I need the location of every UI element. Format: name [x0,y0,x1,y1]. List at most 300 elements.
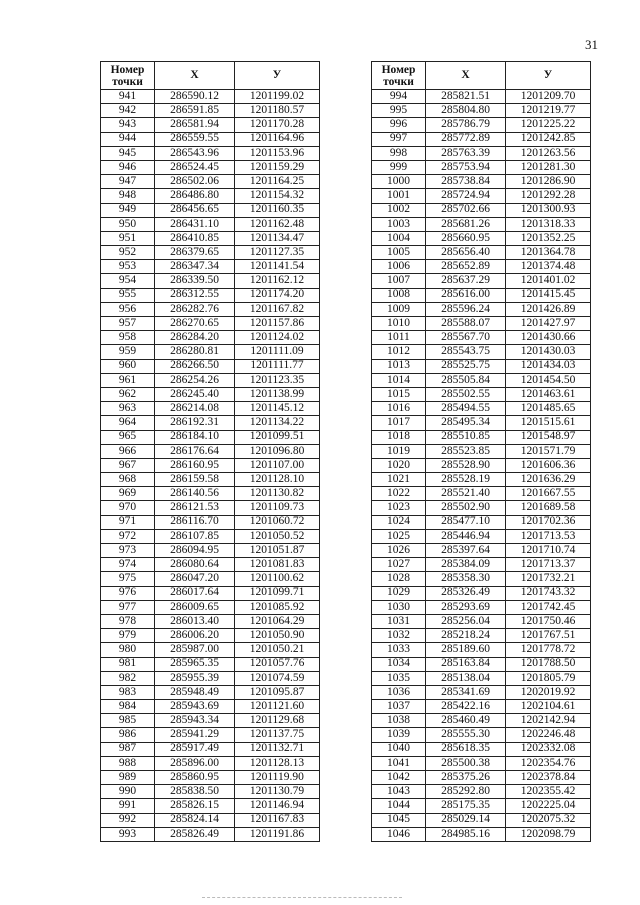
y-coordinate-cell: 1201219.77 [506,104,591,118]
bottom-divider [202,897,402,898]
point-number-cell: 1016 [372,402,426,416]
table-row [372,160,591,174]
header-row [372,62,591,90]
y-coordinate-cell: 1202104.61 [506,700,591,714]
point-number-cell: 982 [101,671,155,685]
x-coordinate-cell: 286591.85 [155,104,235,118]
y-coordinate-cell: 1202142.94 [506,714,591,728]
y-coordinate-cell: 1201430.66 [506,331,591,345]
y-coordinate-cell: 1201154.32 [235,189,320,203]
point-number-cell: 976 [101,586,155,600]
point-number-cell: 1003 [372,217,426,231]
point-number-cell: 1005 [372,246,426,260]
x-coordinate-cell: 285965.35 [155,657,235,671]
y-coordinate-cell: 1201710.74 [506,544,591,558]
table-row [101,387,320,401]
point-number-cell: 975 [101,572,155,586]
table-row [372,714,591,728]
table-row [101,231,320,245]
table-row [101,473,320,487]
x-coordinate-cell: 285523.85 [426,444,506,458]
x-coordinate-cell: 286080.64 [155,558,235,572]
x-coordinate-cell: 286160.95 [155,458,235,472]
table-row [372,544,591,558]
x-coordinate-cell: 285341.69 [426,685,506,699]
y-coordinate-cell: 1201548.97 [506,430,591,444]
point-number-cell: 961 [101,373,155,387]
y-coordinate-cell: 1201689.58 [506,501,591,515]
table-row [101,586,320,600]
point-number-cell: 1029 [372,586,426,600]
y-coordinate-cell: 1201767.51 [506,629,591,643]
header-number-line1: Номер [381,63,416,76]
x-coordinate-cell: 286410.85 [155,231,235,245]
point-number-cell: 1004 [372,231,426,245]
x-coordinate-cell: 286107.85 [155,529,235,543]
table-row [101,487,320,501]
table-row [372,558,591,572]
y-coordinate-cell: 1201434.03 [506,359,591,373]
x-coordinate-cell: 286184.10 [155,430,235,444]
point-number-cell: 1044 [372,799,426,813]
point-number-cell: 1039 [372,728,426,742]
y-coordinate-cell: 1201127.35 [235,246,320,260]
table-row [101,189,320,203]
x-coordinate-cell: 285772.89 [426,132,506,146]
table-row [372,700,591,714]
x-coordinate-cell: 286121.53 [155,501,235,515]
x-coordinate-cell: 285826.49 [155,827,235,841]
point-number-cell: 1006 [372,260,426,274]
header-y: У [235,62,320,90]
table-row [372,373,591,387]
y-coordinate-cell: 1201225.22 [506,118,591,132]
table-row [372,685,591,699]
y-coordinate-cell: 1202225.04 [506,799,591,813]
table-row [372,458,591,472]
y-coordinate-cell: 1201713.37 [506,558,591,572]
x-coordinate-cell: 285494.55 [426,402,506,416]
y-coordinate-cell: 1201109.73 [235,501,320,515]
point-number-cell: 997 [372,132,426,146]
y-coordinate-cell: 1201732.21 [506,572,591,586]
point-number-cell: 1008 [372,288,426,302]
x-coordinate-cell: 286339.50 [155,274,235,288]
table-row [101,614,320,628]
y-coordinate-cell: 1201164.96 [235,132,320,146]
table-row [372,416,591,430]
table-row [372,345,591,359]
x-coordinate-cell: 285525.75 [426,359,506,373]
table-row [101,317,320,331]
x-coordinate-cell: 285987.00 [155,643,235,657]
table-row [372,643,591,657]
point-number-cell: 969 [101,487,155,501]
table-row [372,771,591,785]
y-coordinate-cell: 1201788.50 [506,657,591,671]
table-row [372,317,591,331]
table-row [372,728,591,742]
header-x: X [426,62,506,90]
point-number-cell: 974 [101,558,155,572]
y-coordinate-cell: 1201427.97 [506,317,591,331]
y-coordinate-cell: 1201364.78 [506,246,591,260]
table-row [372,146,591,160]
y-coordinate-cell: 1201571.79 [506,444,591,458]
y-coordinate-cell: 1202019.92 [506,685,591,699]
x-coordinate-cell: 286159.58 [155,473,235,487]
table-row [372,614,591,628]
x-coordinate-cell: 285384.09 [426,558,506,572]
y-coordinate-cell: 1201119.90 [235,771,320,785]
x-coordinate-cell: 286280.81 [155,345,235,359]
y-coordinate-cell: 1201128.13 [235,756,320,770]
header-row [101,62,320,90]
table-row [101,572,320,586]
table-row [101,132,320,146]
y-coordinate-cell: 1201129.68 [235,714,320,728]
table-row [372,756,591,770]
table-body [372,90,591,842]
y-coordinate-cell: 1201209.70 [506,90,591,104]
point-number-cell: 1040 [372,742,426,756]
table-row [372,586,591,600]
y-coordinate-cell: 1201778.72 [506,643,591,657]
y-coordinate-cell: 1201134.47 [235,231,320,245]
y-coordinate-cell: 1201141.54 [235,260,320,274]
table-row [101,529,320,543]
x-coordinate-cell: 285660.95 [426,231,506,245]
point-number-cell: 981 [101,657,155,671]
y-coordinate-cell: 1201180.57 [235,104,320,118]
point-number-cell: 968 [101,473,155,487]
table-row [372,387,591,401]
y-coordinate-cell: 1201242.85 [506,132,591,146]
point-number-cell: 965 [101,430,155,444]
table-row [101,203,320,217]
y-coordinate-cell: 1201263.56 [506,146,591,160]
point-number-cell: 1025 [372,529,426,543]
point-number-cell: 1017 [372,416,426,430]
point-number-cell: 1002 [372,203,426,217]
table-row [101,274,320,288]
point-number-cell: 1000 [372,175,426,189]
y-coordinate-cell: 1201124.02 [235,331,320,345]
point-number-cell: 1033 [372,643,426,657]
point-number-cell: 980 [101,643,155,657]
x-coordinate-cell: 285138.04 [426,671,506,685]
x-coordinate-cell: 285502.55 [426,387,506,401]
table-row [101,728,320,742]
point-number-cell: 995 [372,104,426,118]
point-number-cell: 1014 [372,373,426,387]
table-row [101,756,320,770]
table-row [372,231,591,245]
table-row [372,657,591,671]
table-row [101,260,320,274]
x-coordinate-cell: 285477.10 [426,515,506,529]
y-coordinate-cell: 1201191.86 [235,827,320,841]
point-number-cell: 951 [101,231,155,245]
point-number-cell: 959 [101,345,155,359]
y-coordinate-cell: 1201128.10 [235,473,320,487]
x-coordinate-cell: 286013.40 [155,614,235,628]
table-row [372,402,591,416]
table-row [372,827,591,841]
point-number-cell: 1019 [372,444,426,458]
y-coordinate-cell: 1201281.30 [506,160,591,174]
point-number-cell: 1026 [372,544,426,558]
x-coordinate-cell: 286581.94 [155,118,235,132]
x-coordinate-cell: 285567.70 [426,331,506,345]
x-coordinate-cell: 285397.64 [426,544,506,558]
table-row [101,643,320,657]
point-number-cell: 947 [101,175,155,189]
table-row [101,118,320,132]
y-coordinate-cell: 1201060.72 [235,515,320,529]
x-coordinate-cell: 285175.35 [426,799,506,813]
table-row [101,501,320,515]
y-coordinate-cell: 1201145.12 [235,402,320,416]
point-number-cell: 948 [101,189,155,203]
y-coordinate-cell: 1201636.29 [506,473,591,487]
y-coordinate-cell: 1201162.12 [235,274,320,288]
header-number-line2: точки [112,75,143,88]
table-row [101,657,320,671]
point-number-cell: 949 [101,203,155,217]
x-coordinate-cell: 285510.85 [426,430,506,444]
point-number-cell: 1031 [372,614,426,628]
y-coordinate-cell: 1201160.35 [235,203,320,217]
y-coordinate-cell: 1202332.08 [506,742,591,756]
x-coordinate-cell: 285293.69 [426,600,506,614]
table-row [372,671,591,685]
table-row [372,742,591,756]
y-coordinate-cell: 1201374.48 [506,260,591,274]
y-coordinate-cell: 1201123.35 [235,373,320,387]
y-coordinate-cell: 1201805.79 [506,671,591,685]
point-number-cell: 1032 [372,629,426,643]
y-coordinate-cell: 1201162.48 [235,217,320,231]
x-coordinate-cell: 286312.55 [155,288,235,302]
point-number-cell: 943 [101,118,155,132]
header-number-line2: точки [383,75,414,88]
table-row [101,558,320,572]
point-number-cell: 1037 [372,700,426,714]
y-coordinate-cell: 1201167.82 [235,302,320,316]
x-coordinate-cell: 285824.14 [155,813,235,827]
x-coordinate-cell: 285763.39 [426,146,506,160]
y-coordinate-cell: 1201130.82 [235,487,320,501]
x-coordinate-cell: 286047.20 [155,572,235,586]
x-coordinate-cell: 285838.50 [155,785,235,799]
table-row [372,288,591,302]
table-row [372,104,591,118]
y-coordinate-cell: 1201286.90 [506,175,591,189]
y-coordinate-cell: 1201074.59 [235,671,320,685]
table-row [101,771,320,785]
x-coordinate-cell: 285943.69 [155,700,235,714]
x-coordinate-cell: 286140.56 [155,487,235,501]
point-number-cell: 962 [101,387,155,401]
table-row [372,189,591,203]
table-row [372,274,591,288]
x-coordinate-cell: 286486.80 [155,189,235,203]
y-coordinate-cell: 1201606.36 [506,458,591,472]
header-point-number [372,62,426,90]
point-number-cell: 945 [101,146,155,160]
table-row [372,529,591,543]
point-number-cell: 1022 [372,487,426,501]
x-coordinate-cell: 285738.84 [426,175,506,189]
table-row [372,501,591,515]
table-row [101,458,320,472]
y-coordinate-cell: 1201743.32 [506,586,591,600]
point-number-cell: 967 [101,458,155,472]
point-number-cell: 992 [101,813,155,827]
point-number-cell: 955 [101,288,155,302]
y-coordinate-cell: 1201170.28 [235,118,320,132]
x-coordinate-cell: 285029.14 [426,813,506,827]
x-coordinate-cell: 286017.64 [155,586,235,600]
point-number-cell: 1028 [372,572,426,586]
point-number-cell: 963 [101,402,155,416]
y-coordinate-cell: 1201401.02 [506,274,591,288]
x-coordinate-cell: 286266.50 [155,359,235,373]
y-coordinate-cell: 1201134.22 [235,416,320,430]
x-coordinate-cell: 285955.39 [155,671,235,685]
x-coordinate-cell: 285896.00 [155,756,235,770]
x-coordinate-cell: 285292.80 [426,785,506,799]
point-number-cell: 1013 [372,359,426,373]
x-coordinate-cell: 285826.15 [155,799,235,813]
point-number-cell: 1015 [372,387,426,401]
x-coordinate-cell: 286284.20 [155,331,235,345]
y-coordinate-cell: 1201426.89 [506,302,591,316]
table-row [101,160,320,174]
table-row [101,515,320,529]
table-row [372,331,591,345]
table-row [372,175,591,189]
table-row [101,217,320,231]
table-row [372,799,591,813]
y-coordinate-cell: 1201064.29 [235,614,320,628]
point-number-cell: 1045 [372,813,426,827]
header-point-number [101,62,155,90]
point-number-cell: 970 [101,501,155,515]
point-number-cell: 1034 [372,657,426,671]
x-coordinate-cell: 286009.65 [155,600,235,614]
x-coordinate-cell: 285422.16 [426,700,506,714]
point-number-cell: 1012 [372,345,426,359]
table-row [372,444,591,458]
x-coordinate-cell: 285652.89 [426,260,506,274]
point-number-cell: 954 [101,274,155,288]
table-row [372,600,591,614]
y-coordinate-cell: 1201051.87 [235,544,320,558]
y-coordinate-cell: 1201153.96 [235,146,320,160]
point-number-cell: 966 [101,444,155,458]
y-coordinate-cell: 1201081.83 [235,558,320,572]
y-coordinate-cell: 1201121.60 [235,700,320,714]
x-coordinate-cell: 285521.40 [426,487,506,501]
point-number-cell: 957 [101,317,155,331]
point-number-cell: 998 [372,146,426,160]
point-number-cell: 990 [101,785,155,799]
y-coordinate-cell: 1201099.71 [235,586,320,600]
x-coordinate-cell: 285460.49 [426,714,506,728]
table-row [101,246,320,260]
table-row [101,373,320,387]
x-coordinate-cell: 285618.35 [426,742,506,756]
y-coordinate-cell: 1202378.84 [506,771,591,785]
point-number-cell: 1041 [372,756,426,770]
x-coordinate-cell: 285681.26 [426,217,506,231]
point-number-cell: 1027 [372,558,426,572]
table-row [372,572,591,586]
y-coordinate-cell: 1201430.03 [506,345,591,359]
x-coordinate-cell: 285189.60 [426,643,506,657]
point-number-cell: 991 [101,799,155,813]
point-number-cell: 972 [101,529,155,543]
point-number-cell: 1024 [372,515,426,529]
x-coordinate-cell: 285375.26 [426,771,506,785]
point-number-cell: 1035 [372,671,426,685]
table-row [372,515,591,529]
point-number-cell: 989 [101,771,155,785]
table-row [372,260,591,274]
table-row [372,473,591,487]
y-coordinate-cell: 1201713.53 [506,529,591,543]
y-coordinate-cell: 1201454.50 [506,373,591,387]
x-coordinate-cell: 286245.40 [155,387,235,401]
y-coordinate-cell: 1201050.52 [235,529,320,543]
x-coordinate-cell: 285804.80 [426,104,506,118]
point-number-cell: 993 [101,827,155,841]
point-number-cell: 973 [101,544,155,558]
x-coordinate-cell: 286347.34 [155,260,235,274]
x-coordinate-cell: 285446.94 [426,529,506,543]
table-row [372,203,591,217]
table-row [372,430,591,444]
y-coordinate-cell: 1201667.55 [506,487,591,501]
table-row [101,402,320,416]
point-number-cell: 987 [101,742,155,756]
x-coordinate-cell: 285502.90 [426,501,506,515]
x-coordinate-cell: 285218.24 [426,629,506,643]
y-coordinate-cell: 1201702.36 [506,515,591,529]
table-row [101,288,320,302]
x-coordinate-cell: 285555.30 [426,728,506,742]
table-row [101,785,320,799]
point-number-cell: 1007 [372,274,426,288]
y-coordinate-cell: 1202075.32 [506,813,591,827]
table-row [372,118,591,132]
header-number-line1: Номер [110,63,145,76]
y-coordinate-cell: 1201463.61 [506,387,591,401]
x-coordinate-cell: 286006.20 [155,629,235,643]
point-number-cell: 941 [101,90,155,104]
y-coordinate-cell: 1201130.79 [235,785,320,799]
table-row [372,302,591,316]
x-coordinate-cell: 285326.49 [426,586,506,600]
point-number-cell: 1043 [372,785,426,799]
point-number-cell: 988 [101,756,155,770]
x-coordinate-cell: 285588.07 [426,317,506,331]
x-coordinate-cell: 285656.40 [426,246,506,260]
y-coordinate-cell: 1201107.00 [235,458,320,472]
point-number-cell: 977 [101,600,155,614]
